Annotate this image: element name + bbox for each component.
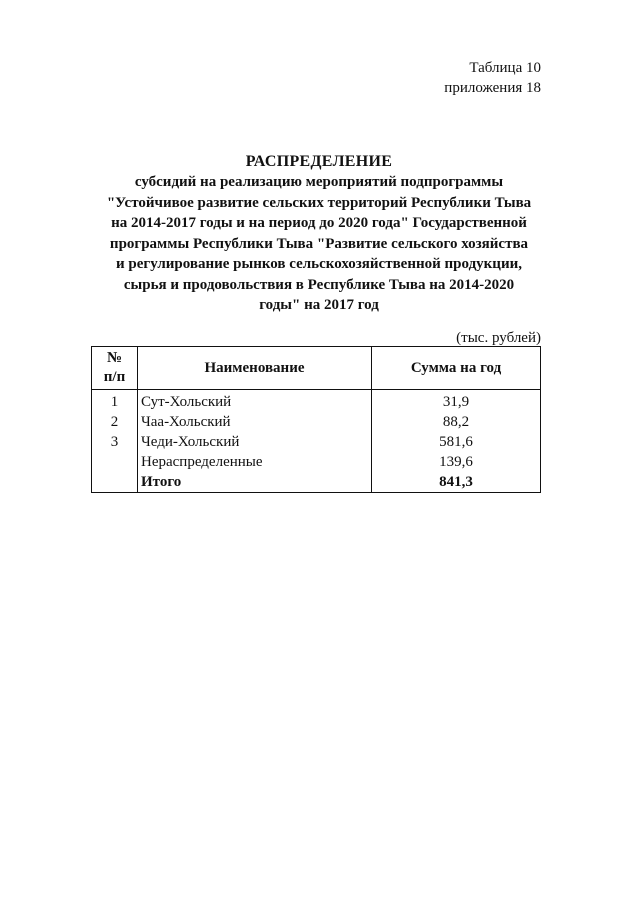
- table-total-row: [92, 472, 541, 493]
- title-block: [80, 152, 558, 316]
- table-row: [92, 390, 541, 413]
- row-sum: 31,9: [372, 390, 541, 413]
- subtitle-line: "Устойчивое развитие сельских территорий Республики Тыва: [106, 194, 532, 211]
- total-label: Итого: [138, 472, 372, 493]
- total-number: [92, 472, 138, 493]
- row-number: 1: [92, 390, 138, 413]
- subtitle-line: на 2014-2017 годы и на период до 2020 года" Государственной: [111, 215, 527, 231]
- table-reference: Таблица 10: [469, 60, 541, 76]
- row-sum: 581,6: [372, 432, 541, 452]
- distribution-table: [91, 346, 541, 493]
- subtitle-line: годы" на 2017 год: [259, 297, 379, 313]
- table-row: [92, 432, 541, 452]
- total-sum: 841,3: [372, 472, 541, 493]
- row-sum: 139,6: [372, 452, 541, 472]
- row-number: [92, 452, 138, 472]
- subtitle-line: программы Республики Тыва "Развитие сельского хозяйства: [109, 235, 529, 252]
- page-subtitle: [80, 172, 558, 316]
- header-name: Наименование: [138, 347, 372, 390]
- table-row: [92, 412, 541, 432]
- row-name: Нераспределенные: [138, 452, 372, 472]
- row-number: 3: [92, 432, 138, 452]
- header-number-line1: №: [106, 350, 123, 366]
- appendix-reference: приложения 18: [444, 80, 541, 96]
- row-name: Сут-Хольский: [138, 390, 372, 413]
- row-number: 2: [92, 412, 138, 432]
- table-header-row: [92, 347, 541, 390]
- units-label: (тыс. рублей): [456, 330, 541, 346]
- subtitle-line: сырья и продовольствия в Республике Тыва на 2014-2020: [123, 276, 515, 293]
- subtitle-line: и регулирование рынков сельскохозяйственной продукции,: [116, 256, 522, 272]
- table-row: [92, 452, 541, 472]
- row-name: Чеди-Хольский: [138, 432, 372, 452]
- row-sum: 88,2: [372, 412, 541, 432]
- header-number: [92, 347, 138, 390]
- header-sum: Сумма на год: [372, 347, 541, 390]
- page-title: РАСПРЕДЕЛЕНИЕ: [245, 153, 393, 170]
- row-name: Чаа-Хольский: [138, 412, 372, 432]
- header-number-line2: п/п: [103, 369, 126, 385]
- document-reference: [444, 58, 541, 98]
- subtitle-line: субсидий на реализацию мероприятий подпрограммы: [134, 174, 504, 190]
